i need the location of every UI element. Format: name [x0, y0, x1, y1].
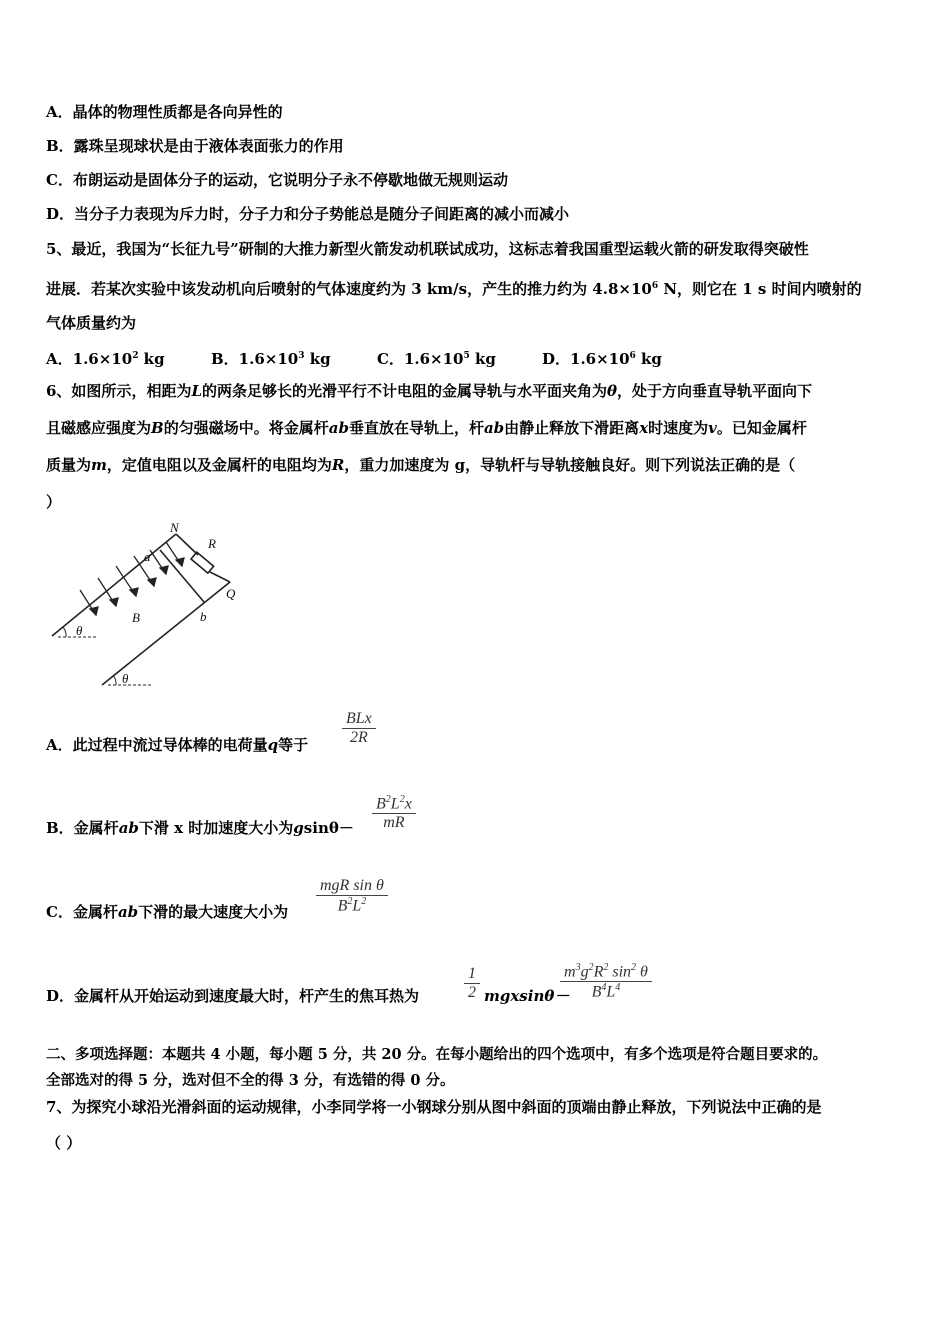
resistor [191, 552, 214, 573]
q6-var-B: B [151, 419, 164, 437]
q7-line-2: （ ） [46, 1134, 82, 1152]
q5-option-b-pre: B．1.6×10 [211, 350, 299, 368]
q6-opt-c-num: mgR sin θ [320, 877, 384, 894]
field-arrow-1 [90, 607, 98, 615]
q5-line-2-a: 进展．若某次实验中该发动机向后喷射的气体速度约为 3 km/s，产生的推力约为 4.8×10 [46, 280, 652, 298]
q4-option-c: C．布朗运动是固体分子的运动，它说明分子永不停歇地做无规则运动 [46, 171, 508, 189]
q6-var-v: v [708, 419, 717, 437]
q6-opt-d-mid: mgxsinθ－ [484, 987, 570, 1005]
field-arrow-4 [148, 578, 156, 586]
q4-option-b: B．露珠呈现球状是由于液体表面张力的作用 [46, 137, 344, 155]
q5-option-c [377, 346, 496, 369]
q6-l3b: ，定值电阻以及金属杆的电阻均为 [106, 456, 332, 474]
q6-l2d: 由静止释放下滑距离 [504, 419, 640, 437]
field-arrow-3 [130, 588, 138, 596]
q6-opt-b-text-b: 下滑 x 时加速度大小为 [138, 819, 294, 837]
q6-l2e: 时速度为 [648, 419, 709, 437]
q6-opt-d-fraction [560, 962, 652, 1002]
field-arrow-6 [176, 558, 184, 566]
q6-l1b: 的两条足够长的光滑平行不计电阻的金属导轨与水平面夹角为 [202, 382, 608, 400]
q6-l1a: 6、如图所示，相距为 [46, 382, 192, 400]
q6-line-4: ） [46, 493, 62, 511]
q6-opt-c-fraction [316, 877, 388, 915]
q6-opt-b-fraction [372, 794, 416, 832]
q6-var-x: x [639, 419, 649, 437]
q6-opt-a-text-a: A．此过程中流过导体棒的电荷量 [46, 736, 268, 754]
label-N: N [170, 520, 179, 535]
upper-rail [52, 534, 176, 636]
label-theta-upper: θ [76, 623, 83, 638]
q6-l2b: 的匀强磁场中。将金属杆 [163, 419, 329, 437]
q6-opt-c-ab: ab [117, 903, 139, 921]
q6-l2f: 。已知金属杆 [716, 419, 807, 437]
q6-opt-a-fraction [342, 710, 376, 747]
angle-arc-upper [63, 627, 66, 637]
label-b: b [200, 609, 207, 624]
q6-figure [40, 520, 280, 695]
q6-l2c: 垂直放在导轨上，杆 [348, 419, 484, 437]
q5-option-b-post: kg [304, 350, 331, 368]
q5-option-b-exp: 3 [298, 351, 305, 361]
q5-option-d [542, 346, 662, 369]
q6-line-3 [46, 455, 795, 475]
q6-option-b [46, 818, 354, 838]
q5-option-b [211, 346, 331, 369]
label-Q: Q [226, 586, 236, 601]
label-a: a [144, 549, 151, 564]
q5-option-a-exp: 2 [132, 351, 139, 361]
q6-var-R: R [331, 456, 345, 474]
connector-bottom [210, 572, 230, 582]
q6-var-ab-2: ab [483, 419, 505, 437]
q6-option-d [46, 986, 419, 1006]
label-B: B [132, 610, 140, 625]
q6-opt-d-half [464, 965, 480, 1002]
label-theta-lower: θ [122, 671, 129, 686]
q7-line-1: 7、为探究小球沿光滑斜面的运动规律，小李同学将一小钢球分别从图中斜面的顶端由静止释放，下列说法中正确的是 [46, 1098, 822, 1116]
q6-opt-d-num: $m^3g^2R^2$ $\sin^2 \theta$ [564, 962, 648, 981]
q5-option-a-post: kg [138, 350, 165, 368]
q6-var-m: m [91, 456, 107, 474]
q6-var-L: L [191, 382, 202, 400]
label-R: R [208, 536, 216, 551]
q6-l2a: 且磁感应强度为 [46, 419, 152, 437]
rod-ab [160, 550, 204, 602]
q4-option-a: A．晶体的物理性质都是各向异性的 [46, 103, 283, 121]
section2-line-2: 全部选对的得 5 分，选对但不全的得 3 分，有选错的得 0 分。 [46, 1072, 455, 1089]
q6-opt-d-half-den: 2 [468, 984, 476, 1001]
q6-line-1 [46, 381, 812, 401]
q5-line-2-b: N，则它在 1 s 时间内喷射的 [658, 280, 862, 298]
q6-opt-c-den: $B^2L^2$ [337, 896, 367, 915]
q4-option-d: D．当分子力表现为斥力时，分子力和分子势能总是随分子间距离的减小而减小 [46, 205, 570, 223]
field-arrow-5 [160, 566, 168, 574]
q5-exp: 6 [651, 281, 659, 291]
q6-l1c: ，处于方向垂直导轨平面向下 [617, 382, 813, 400]
q5-option-a-pre: A．1.6×10 [46, 350, 133, 368]
q6-var-theta: θ [607, 382, 618, 400]
q6-opt-d-text-a: D．金属杆从开始运动到速度最大时，杆产生的焦耳热为 [46, 987, 420, 1005]
q5-option-c-exp: 5 [463, 351, 470, 361]
q6-opt-d-den: $B^4L^4$ [591, 982, 621, 1001]
q5-option-c-post: kg [469, 350, 496, 368]
q5-line-3: 气体质量约为 [46, 314, 137, 332]
q5-option-d-exp: 6 [629, 351, 636, 361]
q6-opt-d-half-num: 1 [468, 965, 476, 982]
q6-opt-c-text-b: 下滑的最大速度大小为 [138, 903, 289, 921]
q6-opt-c-text-a: C．金属杆 [46, 903, 118, 921]
q6-option-a [46, 735, 308, 755]
q5-line-1: 5、最近，我国为“长征九号”研制的大推力新型火箭发动机联试成功，这标志着我国重型运载火箭的研发取得突破性 [46, 240, 809, 258]
q6-opt-a-num: BLx [346, 710, 372, 727]
q6-opt-a-den: 2R [350, 729, 368, 746]
q5-option-c-pre: C．1.6×10 [377, 350, 464, 368]
q6-var-ab: ab [328, 419, 349, 437]
field-arrow-2 [110, 598, 118, 606]
q6-l3a: 质量为 [46, 456, 92, 474]
q5-option-d-pre: D．1.6×10 [542, 350, 630, 368]
q6-opt-b-ab: ab [118, 819, 139, 837]
connector-top [176, 534, 198, 555]
q6-line-2 [46, 418, 807, 438]
q6-opt-a-q: q [267, 736, 279, 754]
lower-rail [102, 582, 230, 685]
q6-l3c: ，重力加速度为 g，导轨杆与导轨接触良好。则下列说法正确的是（ [344, 456, 796, 474]
q6-opt-b-den: mR [383, 814, 405, 832]
q5-option-a [46, 346, 165, 369]
q5-line-2 [46, 276, 862, 299]
q6-option-c [46, 902, 288, 922]
q6-opt-b-num: $B^2L^2x$ [376, 794, 412, 813]
q6-opt-a-text-b: 等于 [278, 736, 309, 754]
q6-opt-b-sin: sinθ－ [303, 819, 354, 837]
q6-opt-b-text-a: B．金属杆 [46, 819, 119, 837]
section2-line-1: 二、多项选择题：本题共 4 小题，每小题 5 分，共 20 分。在每小题给出的四个选项中，有多个选项是符合题目要求的。 [46, 1046, 828, 1063]
q5-option-d-post: kg [635, 350, 662, 368]
q6-opt-b-g: g [293, 819, 304, 837]
